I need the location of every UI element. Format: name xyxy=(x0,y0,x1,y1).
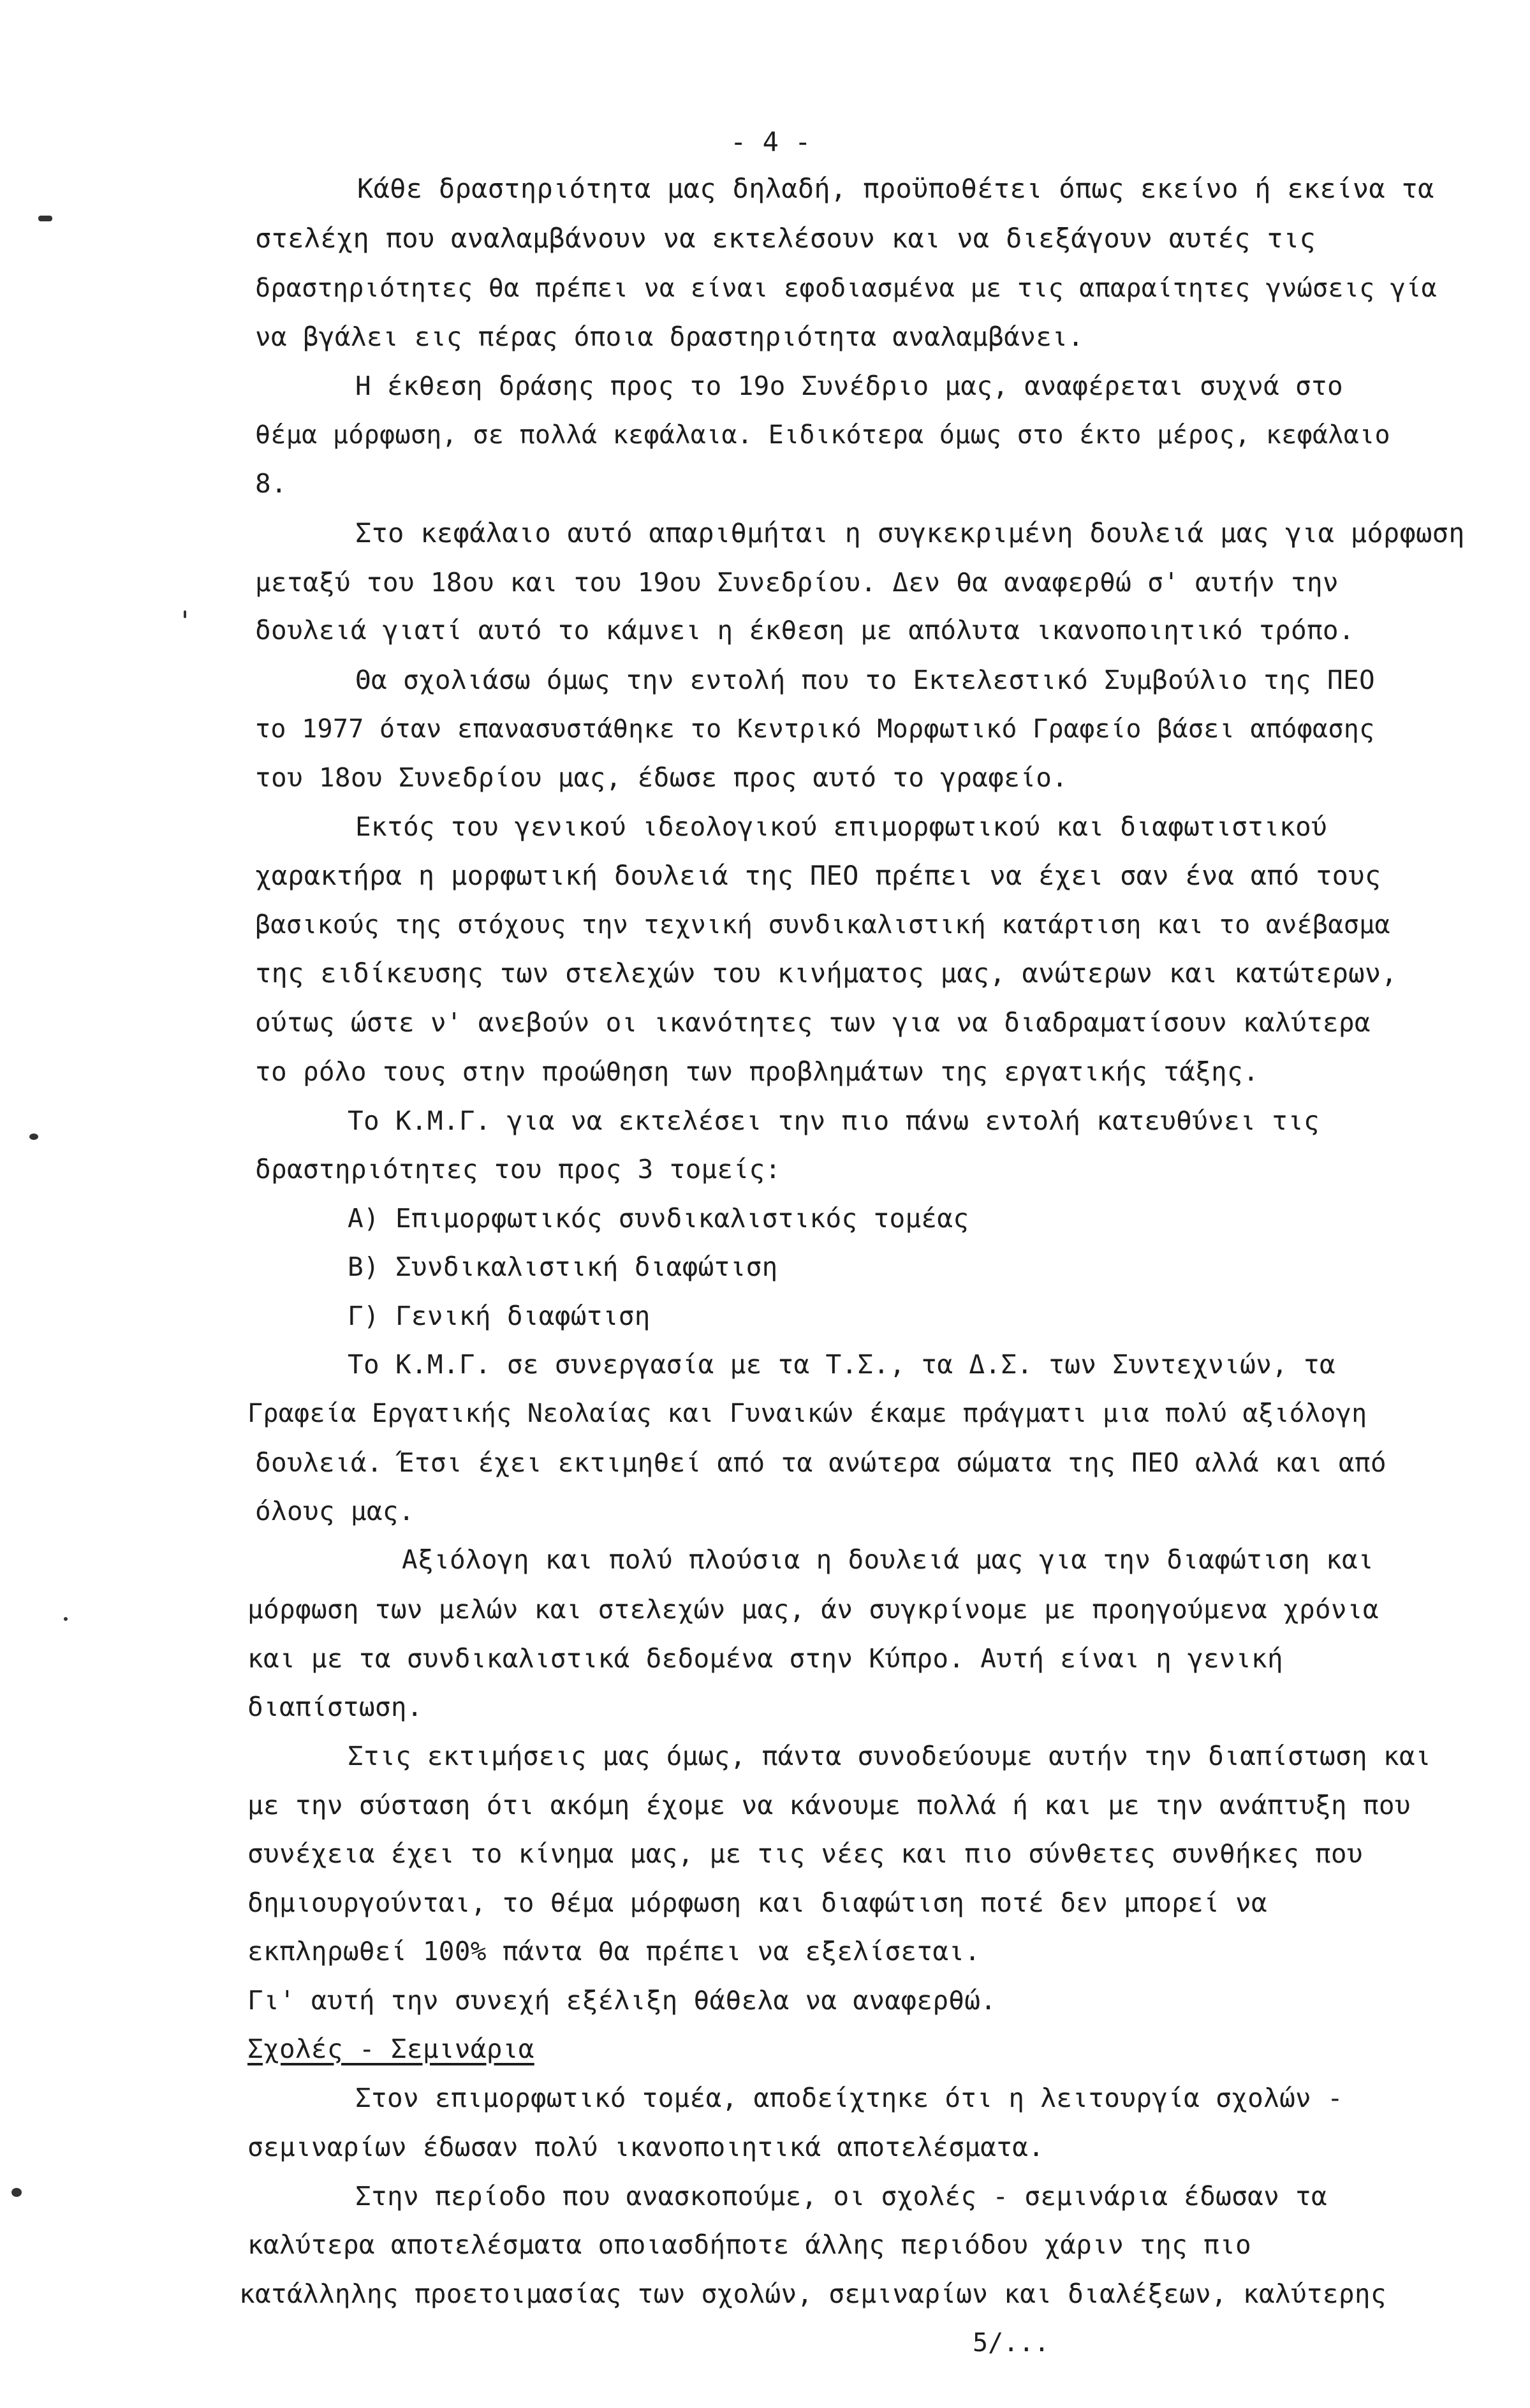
list-item: Γ) Γενική διαφώτιση xyxy=(348,1301,651,1331)
text-line: μεταξύ του 18ου και του 19ου Συνεδρίου. Δεν θα αναφερθώ σ' αυτήν την xyxy=(255,567,1339,598)
text-line: θέμα μόρφωση, σε πολλά κεφάλαια. Ειδικότερα όμως στο έκτο μέρος, κεφάλαιο xyxy=(255,420,1390,450)
text-line: Το Κ.Μ.Γ. σε συνεργασία με τα Τ.Σ., τα Δ.Σ. των Συντεχνιών, τα xyxy=(348,1349,1336,1380)
text-line: σεμιναρίων έδωσαν πολύ ικανοποιητικά αποτελέσματα. xyxy=(247,2132,1045,2162)
text-line: το 1977 όταν επανασυστάθηκε το Κεντρικό Μορφωτικό Γραφείο βάσει απόφασης xyxy=(255,714,1375,744)
section-heading: Σχολές - Σεμινάρια xyxy=(247,2034,534,2064)
text-line: όλους μας. xyxy=(255,1496,415,1526)
scan-speck xyxy=(38,216,52,221)
text-line: και με τα συνδικαλιστικά δεδομένα στην Κύπρο. Αυτή είναι η γενική xyxy=(247,1643,1283,1674)
text-line: Στην περίοδο που ανασκοπούμε, οι σχολές - σεμινάρια έδωσαν τα xyxy=(355,2181,1328,2212)
text-line: συνέχεια έχει το κίνημα μας, με τις νέες και πιο σύνθετες συνθήκες που xyxy=(247,1838,1363,1869)
text-line: δραστηριότητες θα πρέπει να είναι εφοδιασμένα με τις απαραίτητες γνώσεις γία xyxy=(255,274,1438,303)
text-line: Στις εκτιμήσεις μας όμως, πάντα συνοδεύουμε αυτήν την διαπίστωση και xyxy=(348,1741,1431,1771)
text-line: δραστηριότητες του προς 3 τομείς: xyxy=(255,1154,781,1185)
text-line: με την σύσταση ότι ακόμη έχομε να κάνουμε πολλά ή και με την ανάπτυξη που xyxy=(247,1790,1411,1821)
text-line: καλύτερα αποτελέσματα οποιασδήποτε άλλης περιόδου χάριν της πιο xyxy=(247,2229,1251,2260)
text-line: Στο κεφάλαιο αυτό απαριθμήται η συγκεκριμένη δουλειά μας για μόρφωση xyxy=(355,517,1465,549)
text-line: να βγάλει εις πέρας όποια δραστηριότητα αναλαμβάνει. xyxy=(255,321,1084,352)
text-line: Η έκθεση δράσης προς το 19ο Συνέδριο μας, αναφέρεται συχνά στο xyxy=(355,371,1344,401)
text-line: Γραφεία Εργατικής Νεολαίας και Γυναικών έκαμε πράγματι μια πολύ αξιόλογη xyxy=(247,1399,1367,1428)
scan-speck xyxy=(184,610,186,618)
scan-speck xyxy=(11,2188,22,2197)
text-line: δουλειά γιατί αυτό το κάμνει η έκθεση με απόλυτα ικανοποιητικό τρόπο. xyxy=(255,615,1355,646)
text-line: το ρόλο τους στην προώθηση των προβλημάτων της εργατικής τάξης. xyxy=(255,1056,1259,1087)
list-item: Β) Συνδικαλιστική διαφώτιση xyxy=(348,1252,778,1282)
text-line: διαπίστωση. xyxy=(247,1692,423,1722)
text-line: Το Κ.Μ.Γ. για να εκτελέσει την πιο πάνω εντολή κατευθύνει τις xyxy=(348,1105,1320,1136)
text-line: Εκτός του γενικού ιδεολογικού επιμορφωτικού και διαφωτιστικού xyxy=(355,811,1328,842)
list-item: Α) Επιμορφωτικός συνδικαλιστικός τομέας xyxy=(348,1203,969,1234)
text-line: χαρακτήρα η μορφωτική δουλειά της ΠΕΟ πρέπει να έχει σαν ένα από τους xyxy=(255,860,1381,891)
text-line: κατάλληλης προετοιμασίας των σχολών, σεμιναρίων και διαλέξεων, καλύτερης xyxy=(239,2279,1387,2309)
text-line: δουλειά. Έτσι έχει εκτιμηθεί από τα ανώτερα σώματα της ΠΕΟ αλλά και από xyxy=(255,1447,1387,1478)
scan-speck xyxy=(29,1134,38,1140)
text-line: βασικούς της στόχους την τεχνική συνδικαλιστική κατάρτιση και το ανέβασμα xyxy=(255,910,1390,940)
scan-speck xyxy=(64,1617,68,1621)
text-line: Γι' αυτή την συνεχή εξέλιξη θάθελα να αναφερθώ. xyxy=(247,1985,997,2016)
text-line: μόρφωση των μελών και στελεχών μας, άν συγκρίνομε με προηγούμενα χρόνια xyxy=(247,1594,1379,1625)
text-line: της ειδίκευσης των στελεχών του κινήματος μας, ανώτερων και κατώτερων, xyxy=(255,957,1398,989)
text-line: Αξιόλογη και πολύ πλούσια η δουλειά μας για την διαφώτιση και xyxy=(402,1544,1374,1575)
text-line: Κάθε δραστηριότητα μας δηλαδή, προϋποθέτει όπως εκείνο ή εκείνα τα xyxy=(357,173,1434,204)
text-line: Στον επιμορφωτικό τομέα, αποδείχτηκε ότι η λειτουργία σχολών - xyxy=(355,2083,1344,2113)
text-line: στελέχη που αναλαμβάνουν να εκτελέσουν και να διεξάγουν αυτές τις xyxy=(255,223,1316,254)
page-number: - 4 - xyxy=(730,126,811,158)
text-line: ούτως ώστε ν' ανεβούν οι ικανότητες των για να διαδραματίσουν καλύτερα xyxy=(255,1007,1371,1038)
text-line: του 18ου Συνεδρίου μας, έδωσε προς αυτό το γραφείο. xyxy=(255,762,1068,793)
text-line: εκπληρωθεί 100% πάντα θα πρέπει να εξελίσεται. xyxy=(247,1936,981,1967)
continuation-marker: 5/... xyxy=(973,2328,1050,2358)
text-line: Θα σχολιάσω όμως την εντολή που το Εκτελεστικό Συμβούλιο της ΠΕΟ xyxy=(355,665,1375,695)
text-line: δημιουργούνται, το θέμα μόρφωση και διαφώτιση ποτέ δεν μπορεί να xyxy=(247,1887,1267,1918)
text-line: 8. xyxy=(255,468,287,499)
